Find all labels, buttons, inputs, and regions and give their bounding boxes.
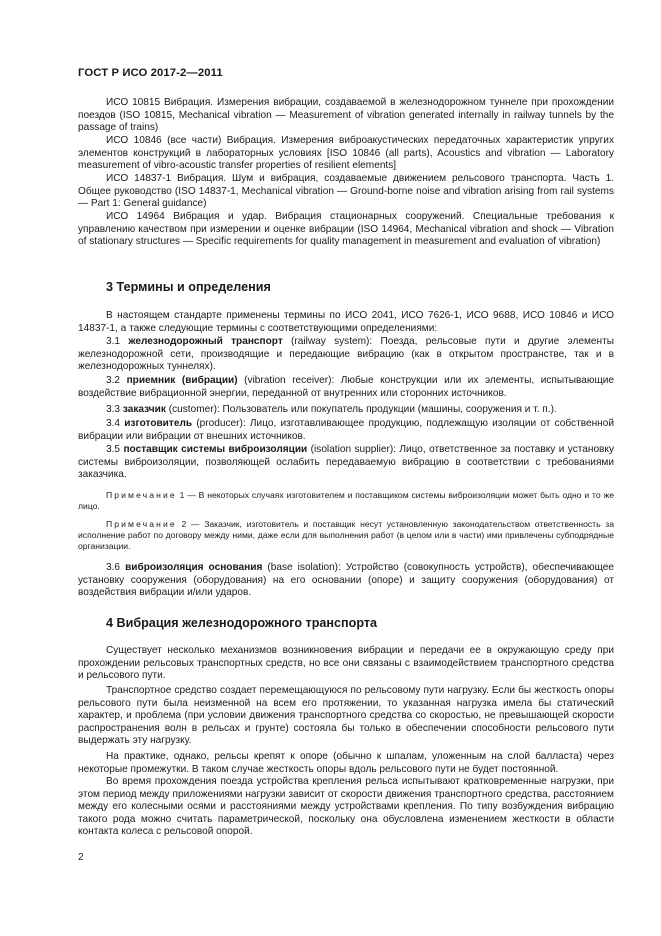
reference-iso-10846: ИСО 10846 (все части) Вибрация. Измерения виброакустических передаточных характеристик упругих элементов конструкций в лабораторных условиях [ISO 10846 (all parts), Acoustics and vibration — Laboratory measurement of vibro-acoustic transfer properties of resilient elements] [78,135,614,172]
term-name: приемник (вибрации) [126,375,238,386]
term-name: виброизоляция основания [125,562,263,573]
note-number: 2 [181,519,187,529]
term-definition: (base isolation): Устройство (совокупность устройств), обеспечивающее установку сооружения (оборудования) на его основании (опоре) и защиту сооружения (оборудования) от воздействия вибрации и/или ударов. [78,562,614,599]
term-name: изготовитель [124,418,193,429]
term-number: 3.2 [106,375,121,386]
section-4-heading: 4 Вибрация железнодорожного транспорта [106,616,378,630]
term-name: железнодорожный транспорт [128,336,283,347]
section-4-para-2: Транспортное средство создает перемещающуюся по рельсовому пути нагрузку. Если бы жесткость опоры рельсового пути была неизменной на всем его протяжении, то указанная нагрузка имела бы статический характер, и проблема (при условии движения транспортного средства со скоростью, не превышающей скорости распространения волн в рельсах и грунте) состояла бы только в обеспечении способности рельсового пути выдержать эту нагрузку. [78,685,614,747]
section-4-para-4: Во время прохождения поезда устройства крепления рельса испытывают кратковременные нагрузки, при этом период между приложениями нагрузки зависит от скорости движения транспортного средства, расстоянием между его колесными осями и расстояниями между устройствами крепления. По типу возбуждения вибрацию такого рода можно считать параметрической, поскольку она обусловлена изменением жесткости в области контакта колеса с рельсовой опорой. [78,776,614,838]
section-4-para-3: На практике, однако, рельсы крепят к опоре (обычно к шпалам, уложенным на слой балласта) через некоторые промежутки. В таком случае жесткость опоры вдоль рельсового пути не будет постоянной. [78,751,614,775]
term-name: поставщик системы виброизоляции [123,444,308,455]
reference-iso-14837-1: ИСО 14837-1 Вибрация. Шум и вибрация, создаваемые движением рельсового транспорта. Часть 1. Общее руководство (ISO 14837-1, Mechanical vibration — Ground-borne noise and vibration arising from rail systems — Part 1: General guidance) [78,173,614,210]
term-number: 3.4 [106,418,121,429]
note-label: Примечание [106,519,177,529]
page-number: 2 [78,852,84,863]
section-3-heading: 3 Термины и определения [106,280,271,294]
term-definition: (isolation supplier): Лицо, ответственное за поставку и установку системы виброизоляции, позволяющей ослабить передаваемую вибрацию в соответствии с требованиями заказчика. [78,444,614,481]
term-definition: (vibration receiver): Любые конструкции или их элементы, испытывающие воздействие вибрационной энергии, переданной от внутренних или сторонних источников. [78,375,614,399]
note-2 [78,519,614,552]
term-3-6 [78,562,614,600]
term-3-2 [78,375,614,400]
term-definition: (railway system): Поезда, рельсовые пути и другие элементы железнодорожной сети, производящие и передающие вибрацию (как в открытом пространстве, так и в железнодорожных туннелях). [78,336,614,373]
standard-header: ГОСТ Р ИСО 2017-2—2011 [78,67,223,79]
note-number: 1 [179,490,185,500]
term-3-4 [78,418,614,443]
term-number: 3.6 [106,562,121,573]
note-text: — В некоторых случаях изготовителем и поставщиком системы виброизоляции может быть одно и то же лицо. [78,490,614,511]
section-3-intro: В настоящем стандарте применены термины по ИСО 2041, ИСО 7626-1, ИСО 9688, ИСО 10846 и ИСО 14837-1, а также следующие термины с соответствующими определениями: [78,310,614,334]
term-definition: (customer): Пользователь или покупатель продукции (машины, сооружения и т. п.). [165,404,557,415]
reference-iso-10815: ИСО 10815 Вибрация. Измерения вибрации, создаваемой в железнодорожном туннеле при прохождении поездов (ISO 10815, Mechanical vibration — Measurement of vibration generated internally in railway tunnels by the passage of trains) [78,97,614,134]
note-text: — Заказчик, изготовитель и поставщик несут установленную законодательством ответственность за исполнение работ по договору между ними, даже если для выполнения работ (в целом или в части) ими привлечены субподрядные организации. [78,519,614,551]
term-number: 3.1 [106,336,121,347]
note-label: Примечание [106,490,177,500]
term-name: заказчик [122,404,166,415]
term-definition: (producer): Лицо, изготавливающее продукцию, подлежащую изоляции от собственной вибрации или вибрации от внешних источников. [78,418,614,442]
section-4-para-1: Существует несколько механизмов возникновения вибрации и передачи ее в окружающую среду при прохождении рельсовых транспортных средств, но все они связаны с взаимодействием транспортного средства и рельсового пути. [78,645,614,682]
term-number: 3.3 [106,404,121,415]
term-3-1 [78,336,614,374]
term-3-3 [78,404,614,417]
note-1 [78,490,614,512]
reference-iso-14964: ИСО 14964 Вибрация и удар. Вибрация стационарных сооружений. Специальные требования к управлению качеством при измерении и оценке вибрации (ISO 14964, Mechanical vibration and shock — Vibration of stationary structures — Specific requirements for quality management in measurement and evaluation of vibration) [78,211,614,248]
term-3-5 [78,444,614,482]
term-number: 3.5 [106,444,121,455]
